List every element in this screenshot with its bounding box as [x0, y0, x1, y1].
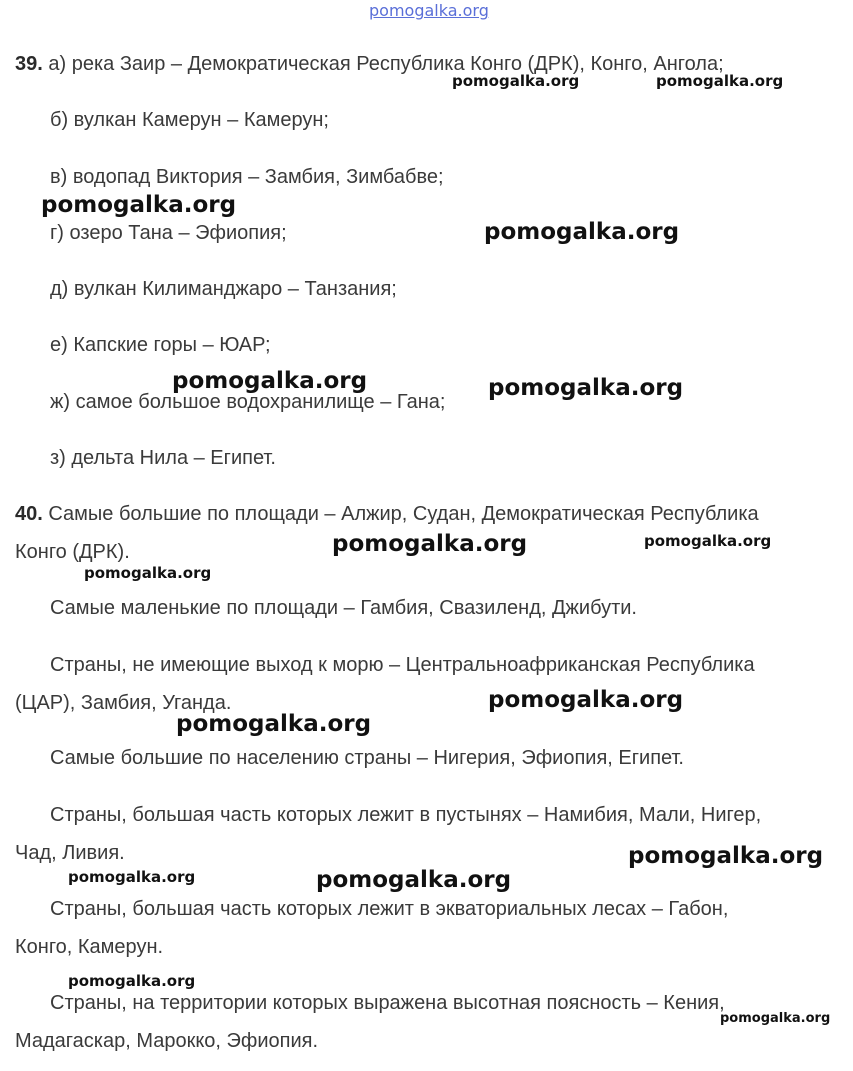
q39-item-a: а) река Заир – Демократическая Республика Конго (ДРК), Конго, Ангола; [48, 53, 724, 75]
q40-text-10: Конго, Камерун. [15, 936, 164, 958]
q39-number: 39. [15, 53, 43, 75]
q40-text-11: Страны, на территории которых выражена высотная поясность – Кения, [50, 992, 725, 1014]
q40-text-5: (ЦАР), Замбия, Уганда. [15, 692, 232, 714]
q39-item-d: г) озеро Тана – Эфиопия; [50, 222, 287, 244]
q40-line-1 [15, 502, 759, 526]
q39-item-f: е) Капские горы – ЮАР; [50, 334, 271, 356]
watermark: pomogalka.org [720, 1011, 831, 1026]
watermark: pomogalka.org [484, 219, 680, 245]
q40-text-6: Самые большие по населению страны – Нигерия, Эфиопия, Египет. [50, 747, 684, 769]
q39-item-c: в) водопад Виктория – Замбия, Зимбабве; [50, 166, 444, 188]
watermark: pomogalka.org [644, 532, 772, 550]
q40-text-1: Самые большие по площади – Алжир, Судан, Демократическая Республика [48, 503, 759, 525]
q40-text-4: Страны, не имеющие выход к морю – Центральноафриканская Республика [50, 654, 755, 676]
watermark: pomogalka.org [628, 843, 824, 869]
q39-item-h: з) дельта Нила – Египет. [50, 447, 276, 469]
q40-text-2: Конго (ДРК). [15, 541, 130, 563]
q39-item-g: ж) самое большое водохранилище – Гана; [50, 391, 446, 413]
q40-text-3: Самые маленькие по площади – Гамбия, Свазиленд, Джибути. [50, 597, 637, 619]
q40-text-12: Мадагаскар, Марокко, Эфиопия. [15, 1030, 319, 1052]
watermark: pomogalka.org [452, 72, 580, 90]
watermark: pomogalka.org [68, 868, 196, 886]
watermark: pomogalka.org [332, 531, 528, 557]
q40-text-8: Чад, Ливия. [15, 842, 125, 864]
watermark: pomogalka.org [316, 867, 512, 893]
q39-line-a [15, 52, 724, 76]
watermark: pomogalka.org [41, 192, 237, 218]
q40-number: 40. [15, 503, 43, 525]
watermark: pomogalka.org [84, 564, 212, 582]
q40-text-9: Страны, большая часть которых лежит в экваториальных лесах – Габон, [50, 898, 729, 920]
q40-text-7: Страны, большая часть которых лежит в пустынях – Намибия, Мали, Нигер, [50, 804, 762, 826]
watermark: pomogalka.org [68, 972, 196, 990]
watermark: pomogalka.org [656, 72, 784, 90]
q39-item-b: б) вулкан Камерун – Камерун; [50, 109, 329, 131]
watermark: pomogalka.org [488, 375, 684, 401]
header-watermark-link[interactable]: pomogalka.org [369, 1, 489, 20]
watermark: pomogalka.org [488, 687, 684, 713]
q39-item-e: д) вулкан Килиманджаро – Танзания; [50, 278, 397, 300]
watermark: pomogalka.org [172, 368, 368, 394]
watermark: pomogalka.org [176, 711, 372, 737]
